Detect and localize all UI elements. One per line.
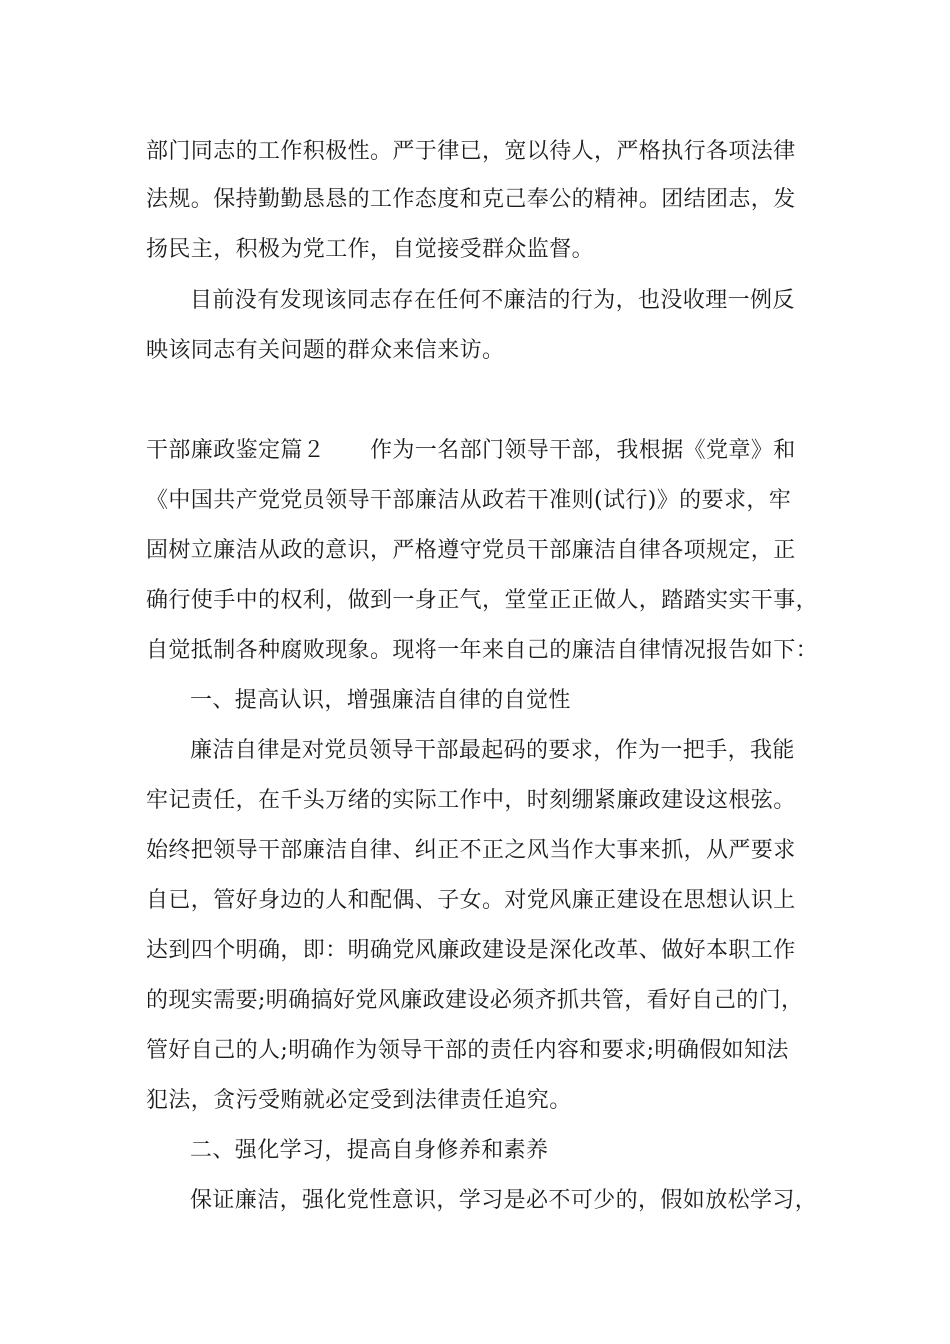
text-line: 保证廉洁，强化党性意识，学习是必不可少的，假如放松学习， [190, 1188, 818, 1213]
subheading-line: 一、提高认识，增强廉洁自律的自觉性 [190, 688, 571, 713]
text-line: 牢记责任，在千头万绪的实际工作中，时刻绷紧廉政建设这根弦。 [146, 788, 796, 813]
text-line: 廉洁自律是对党员领导干部最起码的要求，作为一把手，我能 [190, 738, 795, 763]
text-line: 映该同志有关问题的群众来信来访。 [146, 338, 505, 363]
text-line: 始终把领导干部廉洁自律、纠正不正之风当作大事来抓，从严要求 [146, 838, 796, 863]
text-line: 部门同志的工作积极性。严于律已，宽以待人，严格执行各项法律 [146, 139, 796, 164]
text-line: 扬民主，积极为党工作，自觉接受群众监督。 [146, 237, 595, 262]
text-line: 确行使手中的权利，做到一身正气，堂堂正正做人，踏踏实实干事， [146, 588, 819, 613]
text-line: 法规。保持勤勤恳恳的工作态度和克己奉公的精神。团结团志，发 [146, 187, 796, 212]
text-line: 自觉抵制各种腐败现象。现将一年来自己的廉洁自律情况报告如下： [146, 638, 819, 663]
subheading-line: 二、强化学习，提高自身修养和素养 [190, 1138, 549, 1163]
text-line: 目前没有发现该同志存在任何不廉洁的行为，也没收理一例反 [190, 288, 795, 313]
text-line: 管好自己的人;明确作为领导干部的责任内容和要求;明确假如知法 [146, 1038, 789, 1063]
section-heading-line: 干部廉政鉴定篇２ 作为一名部门领导干部，我根据《党章》和 [146, 438, 796, 463]
text-line: 犯法，贪污受贿就必定受到法律责任追究。 [146, 1088, 572, 1113]
text-line: 《中国共产党党员领导干部廉洁从政若干准则(试行)》的要求，牢 [146, 488, 792, 513]
text-line: 固树立廉洁从政的意识，严格遵守党员干部廉洁自律各项规定，正 [146, 538, 796, 563]
text-line: 自已，管好身边的人和配偶、子女。对党风廉正建设在思想认识上 [146, 888, 796, 913]
text-line: 达到四个明确，即：明确党风廉政建设是深化改革、做好本职工作 [146, 938, 796, 963]
text-line: 的现实需要;明确搞好党风廉政建设必须齐抓共管，看好自己的门， [146, 988, 804, 1013]
